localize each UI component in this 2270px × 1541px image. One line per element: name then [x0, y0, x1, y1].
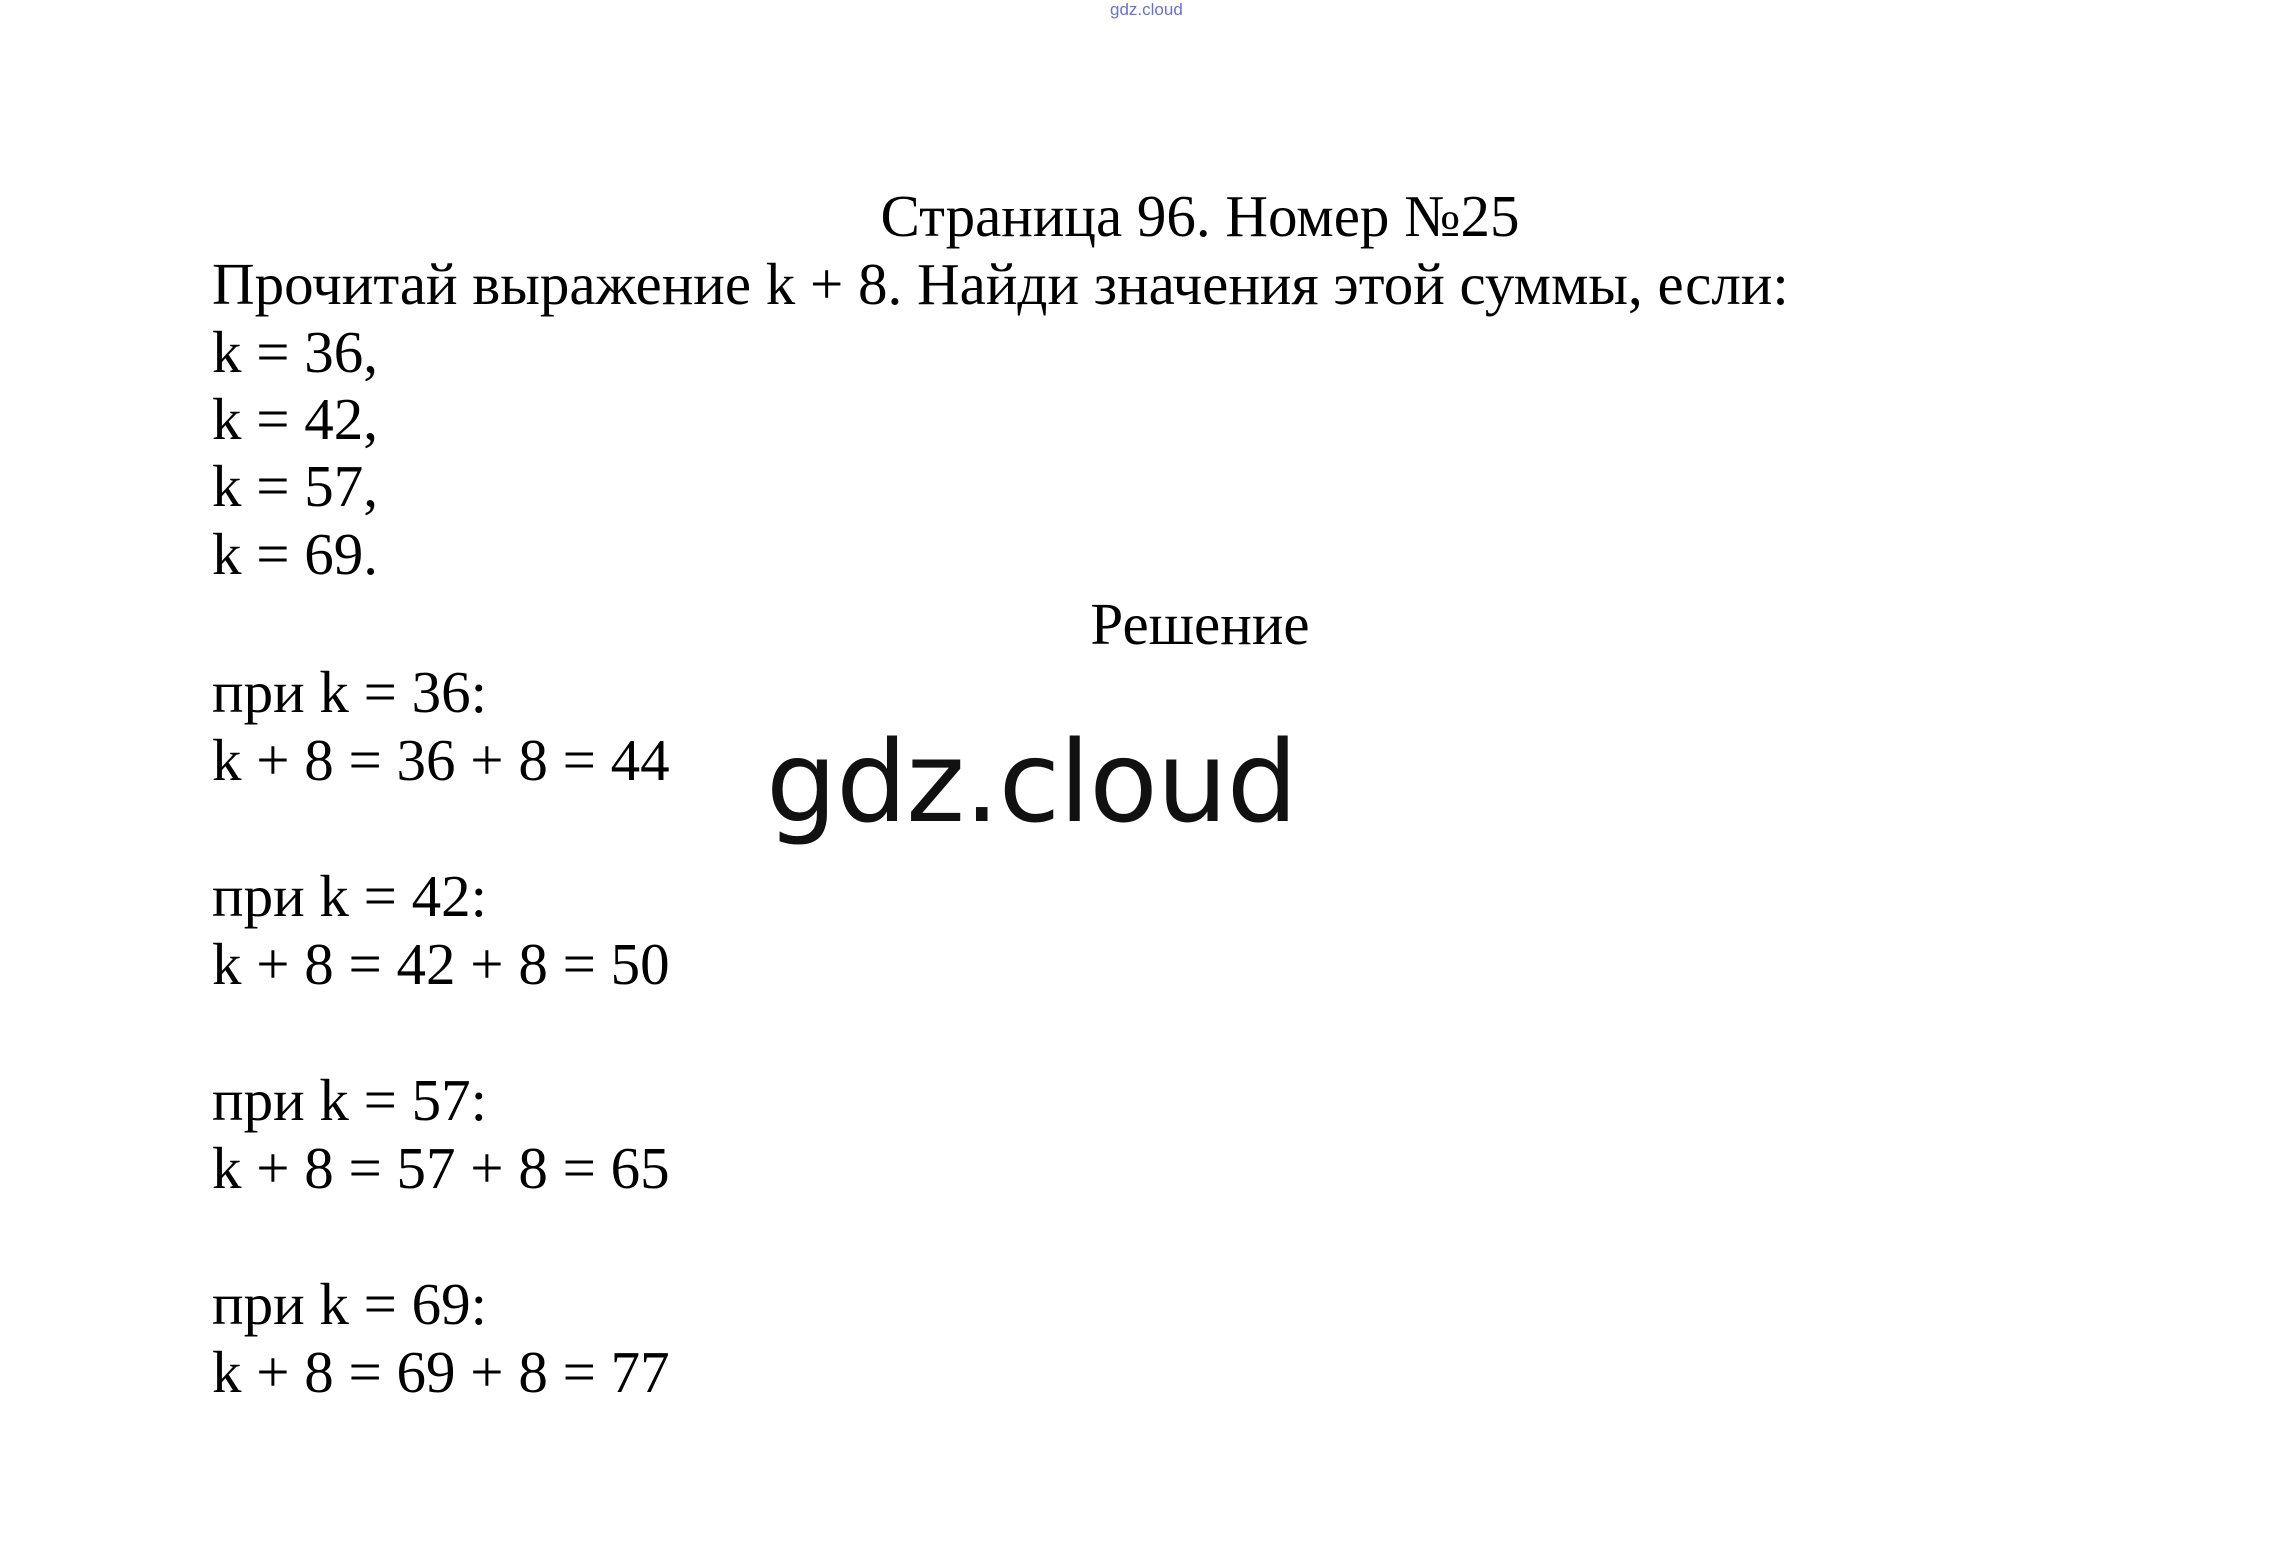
task-statement: Прочитай выражение k + 8. Найди значения этой суммы, если: [212, 251, 1789, 317]
solution-calc: k + 8 = 42 + 8 = 50 [212, 931, 670, 997]
solution-condition: при k = 57: [212, 1067, 488, 1133]
solution-calc: k + 8 = 69 + 8 = 77 [212, 1339, 670, 1405]
solution-calc: k + 8 = 57 + 8 = 65 [212, 1135, 670, 1201]
watermark-logo: gdz.cloud [766, 718, 1297, 848]
page-title: Страница 96. Номер №25 [880, 183, 1520, 249]
task-value: k = 42, [212, 386, 379, 452]
task-value: k = 36, [212, 319, 379, 385]
solution-condition: при k = 69: [212, 1271, 488, 1337]
solution-calc: k + 8 = 36 + 8 = 44 [212, 727, 670, 793]
solution-heading: Решение [1090, 591, 1310, 657]
task-value: k = 69. [212, 521, 379, 587]
solution-condition: при k = 36: [212, 659, 488, 725]
site-mark: gdz.cloud [1110, 0, 1183, 19]
solution-condition: при k = 42: [212, 863, 488, 929]
task-value: k = 57, [212, 453, 379, 519]
